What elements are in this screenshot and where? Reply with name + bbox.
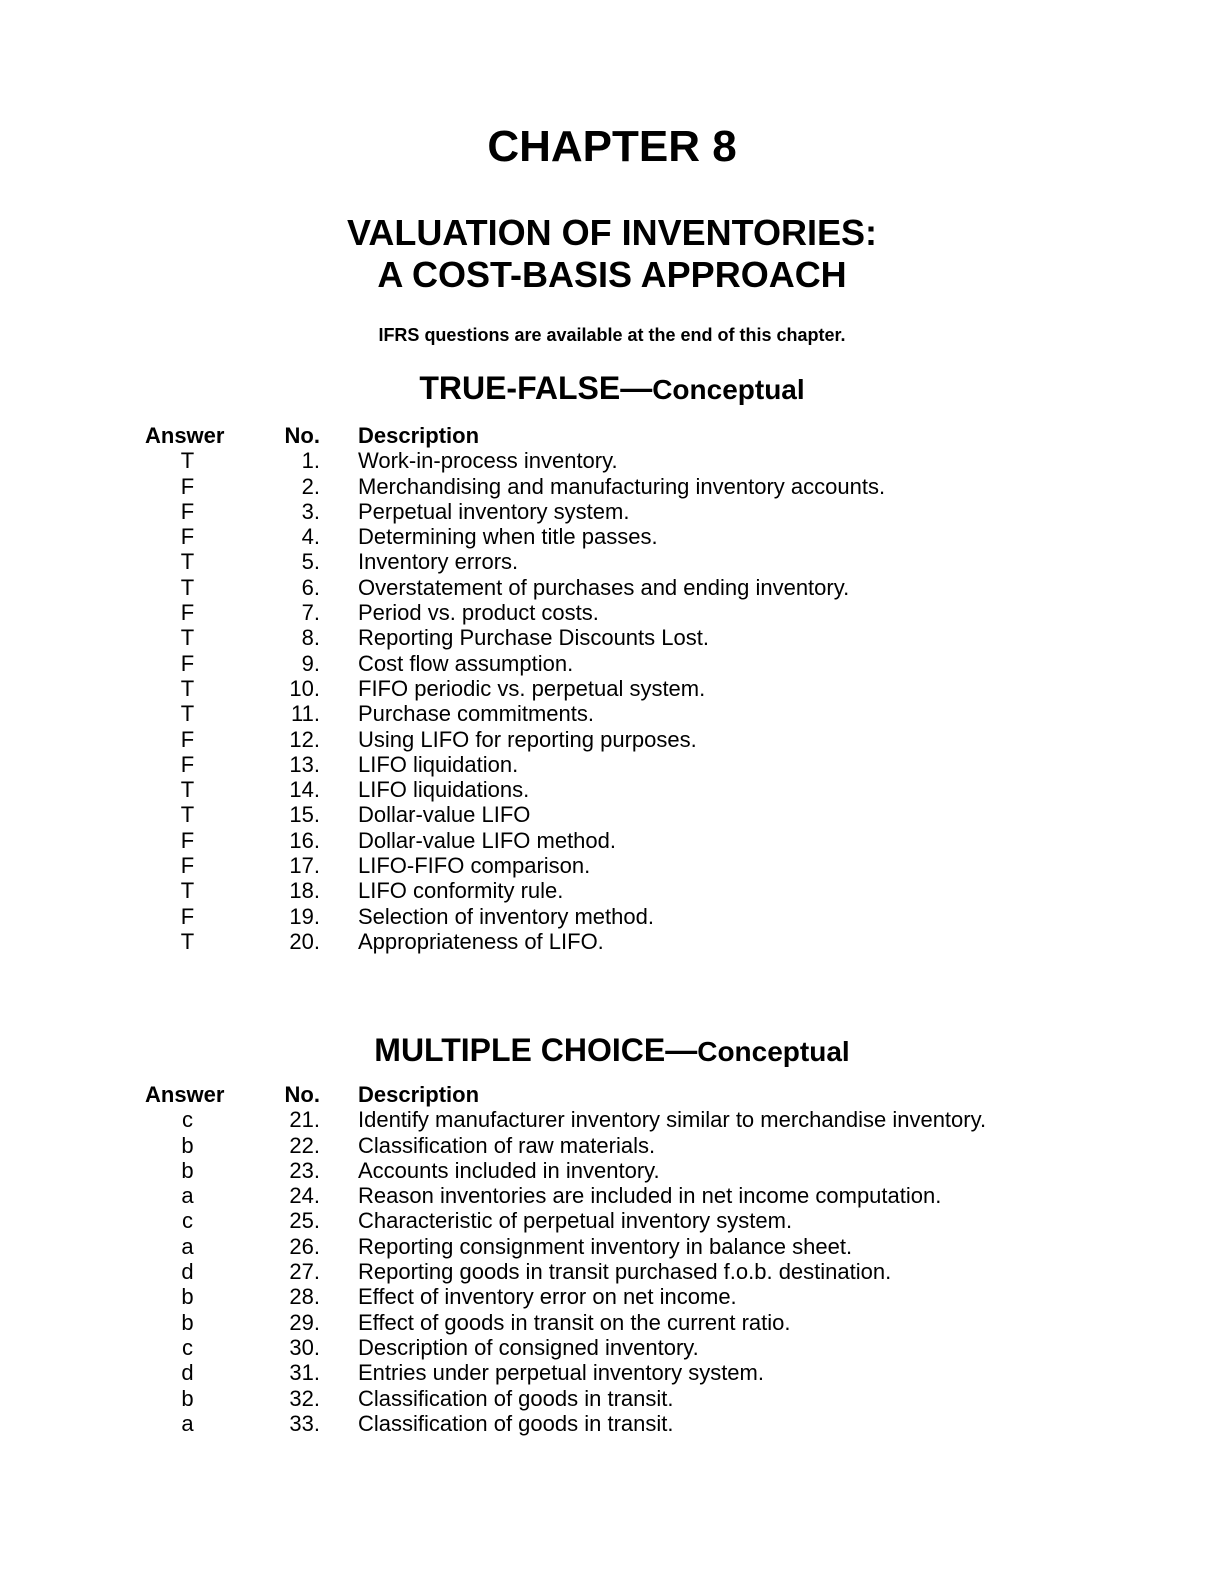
answer-cell: T [180, 574, 195, 600]
no-cell: 11. [291, 701, 320, 727]
table-row [145, 651, 1184, 676]
table-row [145, 549, 1184, 574]
table-row [145, 1259, 1184, 1284]
answer-cell: b [181, 1157, 194, 1183]
no-cell: 4. [301, 524, 320, 550]
description-cell: Description of consigned inventory. [358, 1334, 699, 1360]
description-cell: Selection of inventory method. [358, 903, 654, 929]
answer-cell: d [181, 1360, 194, 1386]
description-cell: Merchandising and manufacturing inventory accounts. [358, 473, 886, 499]
description-column-header: Description [358, 1082, 480, 1107]
answer-cell: T [180, 878, 195, 904]
description-cell: Determining when title passes. [358, 524, 658, 550]
table-row [145, 676, 1184, 701]
table-row [145, 802, 1184, 827]
answer-cell: a [181, 1233, 194, 1259]
multiple-choice-section-heading [0, 1034, 1224, 1066]
no-cell: 22. [289, 1132, 320, 1158]
no-cell: 17. [289, 853, 320, 879]
table-row [145, 524, 1184, 549]
subtitle-line-2: A COST-BASIS APPROACH [377, 254, 847, 295]
no-cell: 19. [289, 903, 320, 929]
description-cell: Dollar-value LIFO [358, 802, 531, 828]
no-cell: 23. [289, 1157, 320, 1183]
no-cell: 18. [289, 878, 320, 904]
section-heading-dash: — [620, 370, 653, 406]
no-cell: 10. [289, 675, 320, 701]
answer-cell: T [180, 549, 195, 575]
no-column-header: No. [284, 423, 320, 448]
no-cell: 1. [301, 448, 320, 474]
no-cell: 26. [289, 1233, 320, 1259]
answer-cell: F [180, 600, 195, 626]
answer-cell: c [182, 1334, 193, 1360]
answer-cell: F [180, 827, 195, 853]
table-row [145, 752, 1184, 777]
answer-cell: c [182, 1208, 193, 1234]
description-cell: LIFO conformity rule. [358, 878, 564, 904]
description-cell: Effect of goods in transit on the current ratio. [358, 1309, 791, 1335]
multiple-choice-table [145, 1082, 1184, 1436]
no-column-header: No. [284, 1082, 320, 1107]
no-cell: 9. [301, 650, 320, 676]
no-cell: 27. [289, 1259, 320, 1285]
answer-cell: b [181, 1309, 194, 1335]
table-row [145, 600, 1184, 625]
table-row [145, 1411, 1184, 1436]
no-cell: 12. [289, 726, 320, 752]
description-cell: Accounts included in inventory. [358, 1157, 660, 1183]
section-heading-main: TRUE-FALSE [419, 370, 621, 406]
table-row [145, 904, 1184, 929]
table-row [145, 1310, 1184, 1335]
description-cell: Reporting goods in transit purchased f.o.b. destination. [358, 1259, 892, 1285]
no-cell: 32. [289, 1385, 320, 1411]
no-cell: 14. [289, 777, 320, 803]
description-cell: Reporting consignment inventory in balance sheet. [358, 1233, 853, 1259]
answer-cell: b [181, 1284, 194, 1310]
description-cell: Identify manufacturer inventory similar to merchandise inventory. [358, 1107, 987, 1133]
table-row [145, 1234, 1184, 1259]
no-cell: 16. [289, 827, 320, 853]
description-cell: Purchase commitments. [358, 701, 594, 727]
description-cell: Reason inventories are included in net income computation. [358, 1183, 942, 1209]
subtitle-line-1: VALUATION OF INVENTORIES: [346, 212, 877, 253]
description-cell: Perpetual inventory system. [358, 498, 630, 524]
answer-cell: a [181, 1183, 194, 1209]
description-cell: LIFO liquidation. [358, 751, 519, 777]
answer-cell: T [180, 928, 195, 954]
table-row [145, 727, 1184, 752]
description-cell: Effect of inventory error on net income. [358, 1284, 737, 1310]
description-cell: LIFO-FIFO comparison. [358, 853, 591, 879]
description-cell: Inventory errors. [358, 549, 519, 575]
table-row [145, 474, 1184, 499]
answer-cell: T [180, 777, 195, 803]
no-cell: 33. [289, 1410, 320, 1436]
answer-cell: a [181, 1410, 194, 1436]
true-false-section-heading [0, 372, 1224, 404]
table-row [145, 1183, 1184, 1208]
no-cell: 29. [289, 1309, 320, 1335]
section-heading-sub: Conceptual [697, 1036, 850, 1067]
true-false-table [145, 423, 1184, 954]
description-cell: Period vs. product costs. [358, 600, 599, 626]
answer-cell: F [180, 903, 195, 929]
description-cell: Cost flow assumption. [358, 650, 574, 676]
answer-cell: F [180, 751, 195, 777]
no-cell: 25. [289, 1208, 320, 1234]
no-cell: 13. [289, 751, 320, 777]
no-cell: 15. [289, 802, 320, 828]
description-cell: Characteristic of perpetual inventory system. [358, 1208, 793, 1234]
no-cell: 20. [289, 928, 320, 954]
answer-cell: T [180, 675, 195, 701]
description-cell: Reporting Purchase Discounts Lost. [358, 625, 709, 651]
answer-cell: T [180, 625, 195, 651]
no-cell: 28. [289, 1284, 320, 1310]
no-cell: 5. [301, 549, 320, 575]
section-heading-main: MULTIPLE CHOICE [374, 1032, 666, 1068]
section-heading-sub: Conceptual [652, 374, 805, 405]
answer-cell: c [182, 1107, 193, 1133]
answer-cell: F [180, 726, 195, 752]
description-column-header: Description [358, 423, 480, 448]
no-cell: 3. [301, 498, 320, 524]
no-cell: 6. [301, 574, 320, 600]
section-heading-dash: — [665, 1032, 698, 1068]
no-cell: 2. [301, 473, 320, 499]
description-cell: LIFO liquidations. [358, 777, 530, 803]
table-row [145, 828, 1184, 853]
chapter-subtitle [0, 212, 1224, 296]
no-cell: 21. [289, 1107, 320, 1133]
table-row [145, 929, 1184, 954]
table-row [145, 1208, 1184, 1233]
table-row [145, 448, 1184, 473]
answer-cell: T [180, 802, 195, 828]
table-row [145, 853, 1184, 878]
no-cell: 8. [301, 625, 320, 651]
description-cell: Classification of goods in transit. [358, 1410, 674, 1436]
answer-cell: b [181, 1385, 194, 1411]
answer-cell: b [181, 1132, 194, 1158]
ifrs-note: IFRS questions are available at the end of this chapter. [378, 325, 846, 345]
description-cell: Appropriateness of LIFO. [358, 928, 604, 954]
table-row [145, 777, 1184, 802]
table-row [145, 1107, 1184, 1132]
table-row [145, 1335, 1184, 1360]
answer-cell: F [180, 524, 195, 550]
answer-cell: F [180, 473, 195, 499]
table-row [145, 1386, 1184, 1411]
table-header-row [145, 423, 1184, 448]
description-cell: FIFO periodic vs. perpetual system. [358, 675, 706, 701]
no-cell: 7. [301, 600, 320, 626]
description-cell: Classification of goods in transit. [358, 1385, 674, 1411]
answer-column-header: Answer [145, 423, 225, 448]
table-row [145, 1133, 1184, 1158]
chapter-title: CHAPTER 8 [487, 122, 737, 171]
answer-cell: T [180, 448, 195, 474]
no-cell: 30. [289, 1334, 320, 1360]
table-row [145, 1284, 1184, 1309]
description-cell: Overstatement of purchases and ending inventory. [358, 574, 850, 600]
answer-cell: d [181, 1259, 194, 1285]
table-row [145, 625, 1184, 650]
answer-column-header: Answer [145, 1082, 225, 1107]
no-cell: 31. [289, 1360, 320, 1386]
description-cell: Using LIFO for reporting purposes. [358, 726, 697, 752]
answer-cell: T [180, 701, 195, 727]
answer-cell: F [180, 650, 195, 676]
description-cell: Work-in-process inventory. [358, 448, 618, 474]
table-row [145, 878, 1184, 903]
no-cell: 24. [289, 1183, 320, 1209]
table-row [145, 1360, 1184, 1385]
table-row [145, 1158, 1184, 1183]
answer-cell: F [180, 498, 195, 524]
answer-cell: F [180, 853, 195, 879]
description-cell: Dollar-value LIFO method. [358, 827, 616, 853]
table-row [145, 499, 1184, 524]
table-row [145, 575, 1184, 600]
table-row [145, 701, 1184, 726]
table-header-row [145, 1082, 1184, 1107]
description-cell: Classification of raw materials. [358, 1132, 656, 1158]
description-cell: Entries under perpetual inventory system. [358, 1360, 764, 1386]
